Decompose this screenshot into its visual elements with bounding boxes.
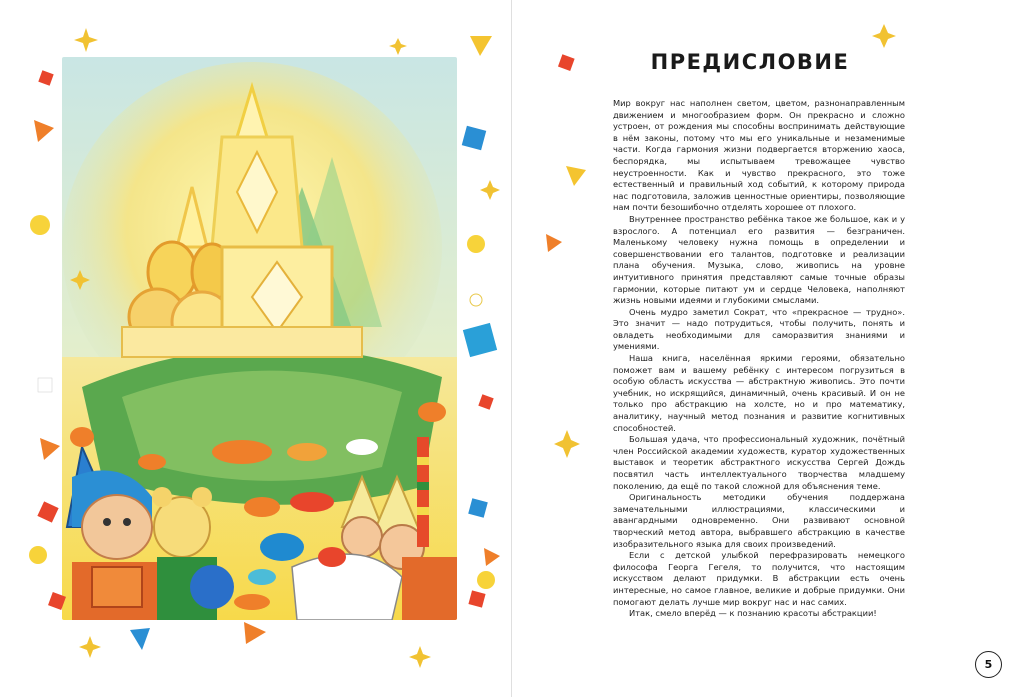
paragraph: Мир вокруг нас наполнен светом, цветом, разнонаправленным движением и многообразием форм. Он прекрасно и сложно устроен, от рождения мы способны воспринимать действующие в нём законы, потому что мы его уникальные и незаменимые части. Когда гармония жизни подвергается вторжению хаоса, беспорядка, мы испытываем тревожащее чувство неустроенности. Как и чувство прекрасного, это тоже естественный и правильный ход событий, к которому природа нас подготовила, заложив ценностные ориентиры, позволяющие нам почти безошибочно отделять хорошее от плохого. [613,98,905,213]
painting-svg [62,57,457,620]
paragraph: Большая удача, что профессиональный художник, почётный член Российской академии художеств, куратор художественных выставок и теоретик абстрактного искусства Сергей Дождь посвятил часть интеллектуального творчества младшему поколению, да ещё по такой сложной для объяснения теме. [613,434,905,491]
page-number-badge [975,651,1002,678]
page-number: 5 [984,658,993,671]
paragraph: Внутреннее пространство ребёнка такое же большое, как и у взрослого. А потенциал его развития — безграничен. Маленькому человеку нужна помощь в определении и совершенствовании его талантов, подготовке и реализации плана обучения. Музыка, слово, живопись на уровне интуитивного принятия представляют самые точные образы гармонии, которые питают ум и сердце Человека, наполняют жизнь новыми идеями и глубокими смыслами. [613,213,905,306]
paragraph: Очень мудро заметил Сократ, что «прекрасное — трудно». Это значит — надо потрудиться, чтобы получить, понять и овладеть необходимыми для саморазвития знаниями и умениями. [613,306,905,352]
paragraph: Итак, смело вперёд — к познанию красоты абстракции! [629,608,877,619]
paragraph: Оригинальность методики обучения поддержана замечательными иллюстрациями, классическими и авангардными одновременно. Они развивают основной творческий метод автора, выбравшего абстракцию в качестве изобразительного языка для своих произведений. [613,492,905,549]
paragraph: Если с детской улыбкой перефразировать немецкого философа Георга Гегеля, то получится, что настоящим искусством делают придумки. В абстракции есть очень интересные, но самое главное, великие и добрые придумки. Они помогают делать лучше мир вокруг нас и нас самих. [613,550,905,607]
foreword-text [613,98,905,620]
page-title: ПРЕДИСЛОВИЕ [650,50,850,74]
illustration-painting [62,57,457,620]
paragraph: Наша книга, населённая яркими героями, обязательно поможет вам и вашему ребёнку с интересом погрузиться в особую область искусства — абстрактную живопись. Это почти учебник, но искрящийся, динамичный, очень красивый. И он не только про абстракцию на холсте, но и про математику, аналитику, научный метод познания и развитие когнитивных способностей. [613,353,905,433]
